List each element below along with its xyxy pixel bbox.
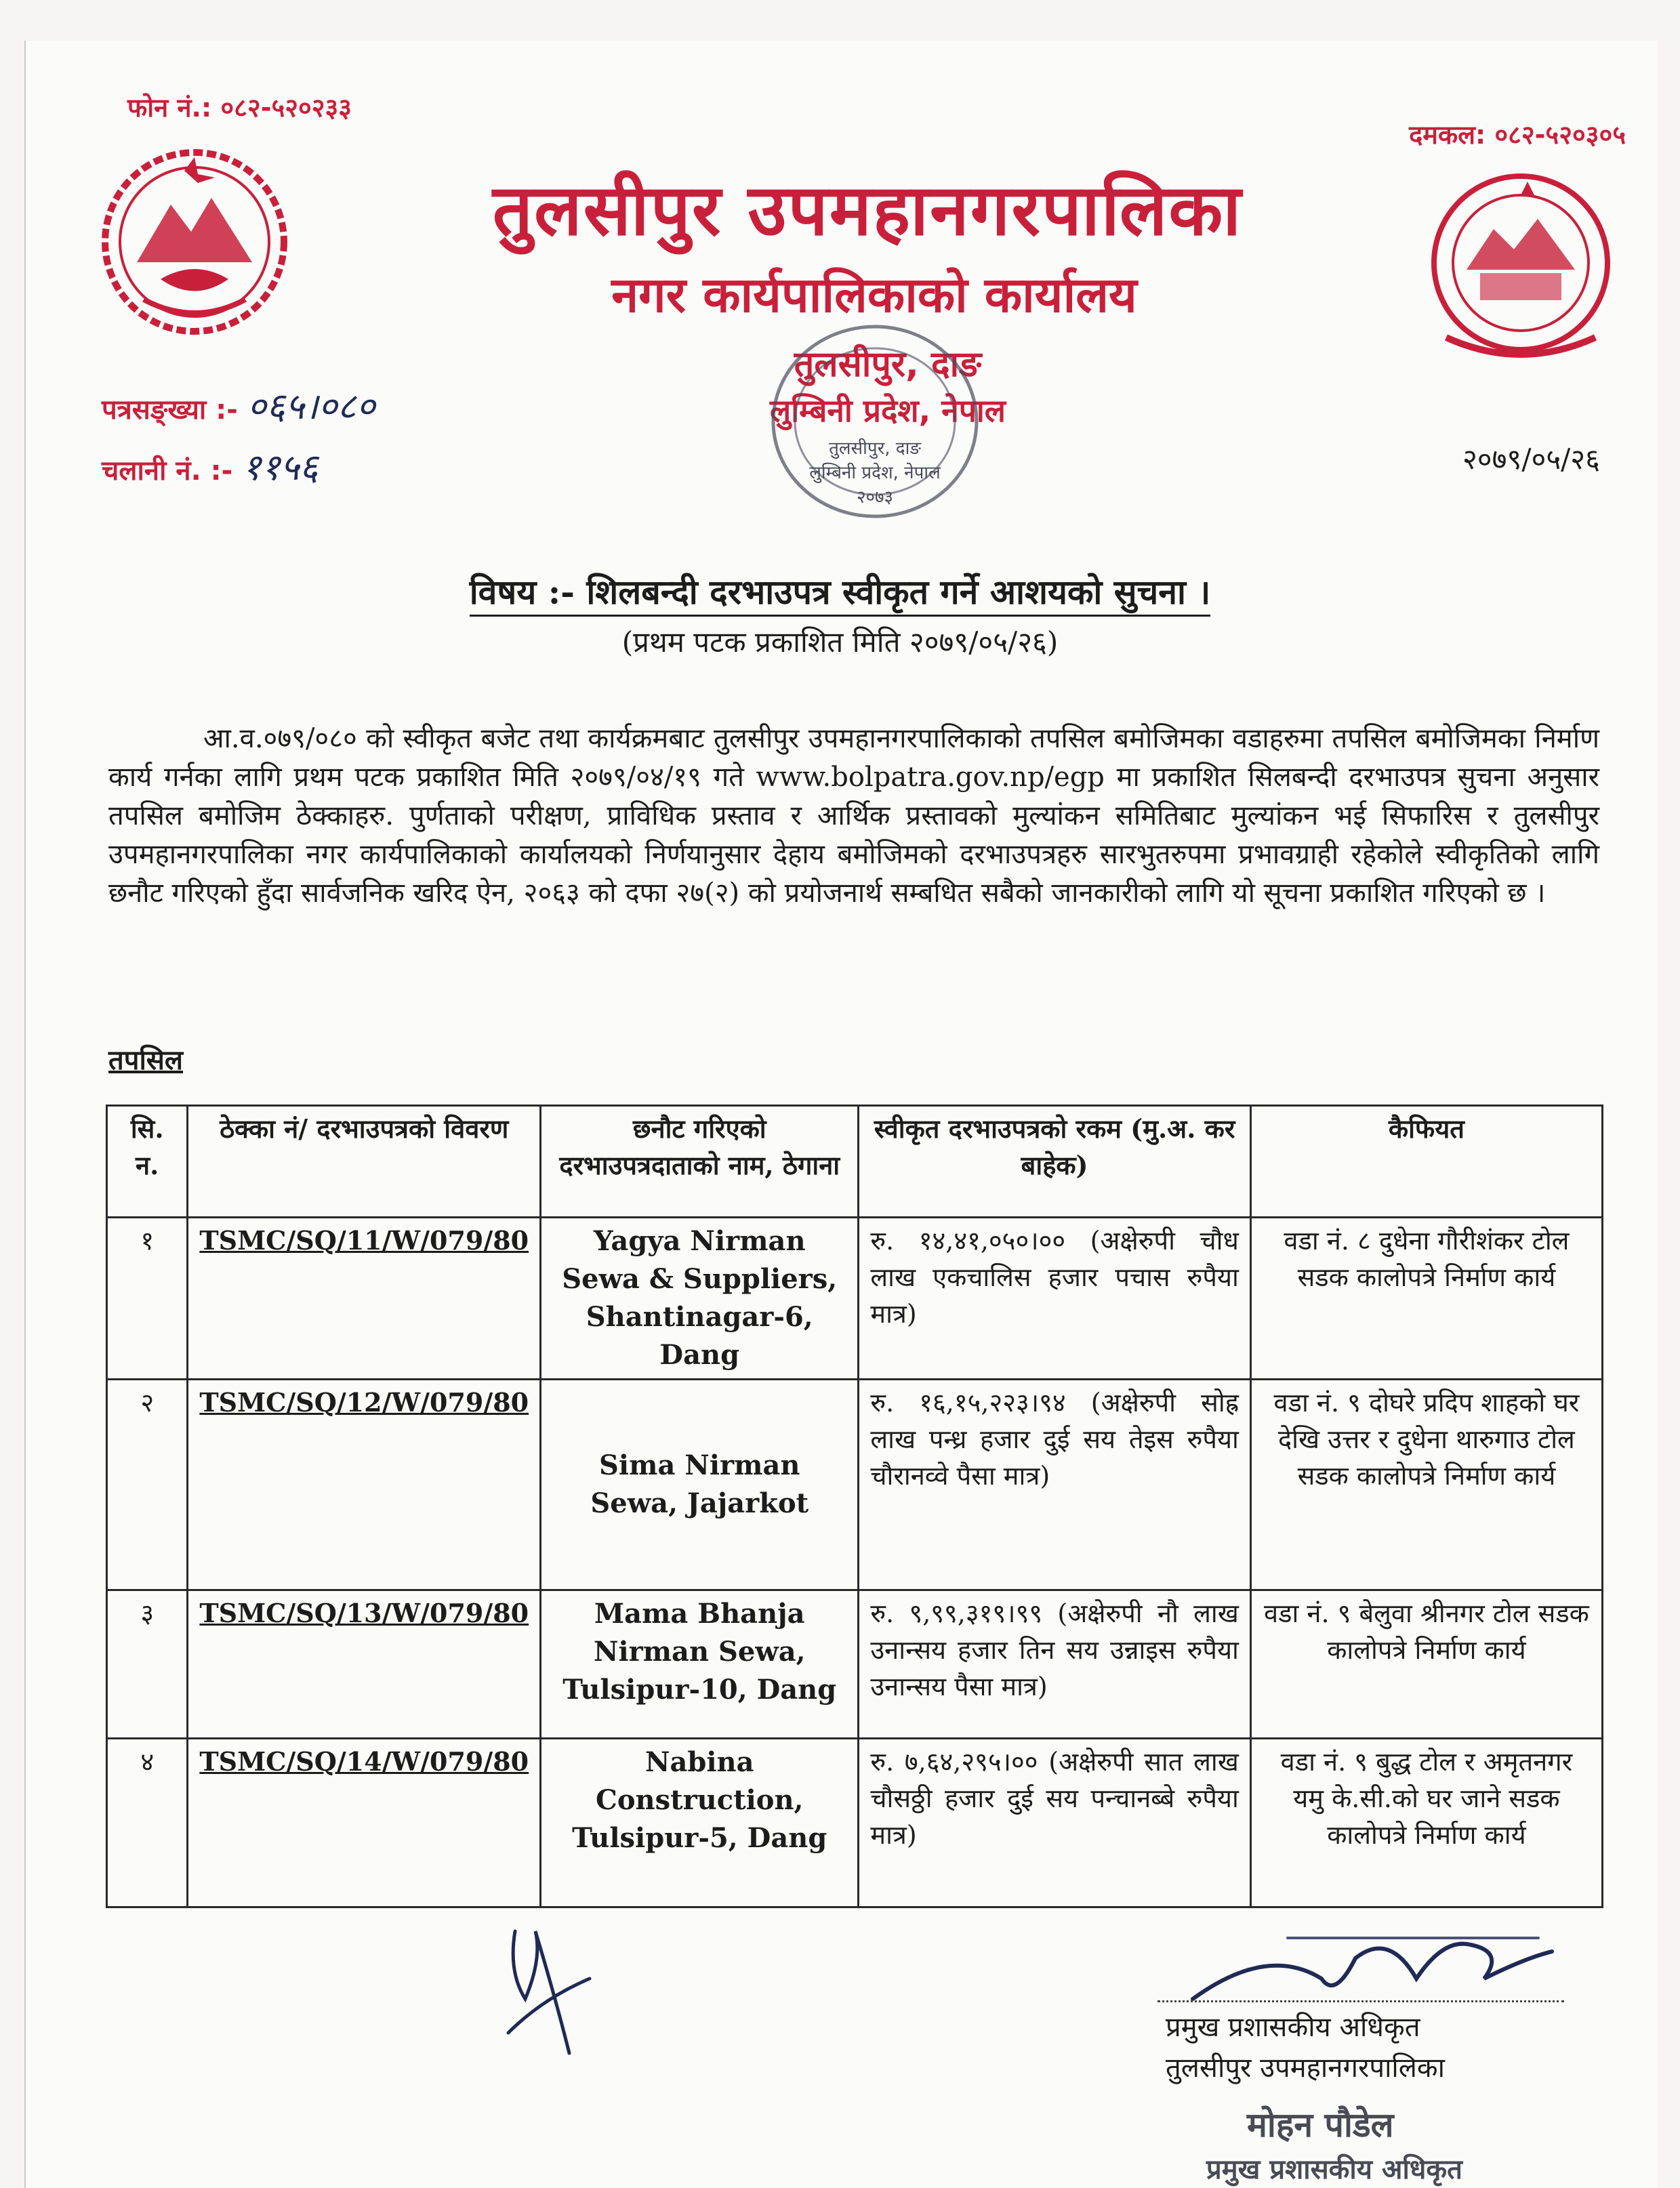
stamp-officer-title: प्रमुख प्रशासकीय अधिकृत <box>1206 2154 1462 2185</box>
row-amount: रु. ९,९९,३१९।९९ (अक्षेरुपी नौ लाख उनान्सय हजार तिन सय उन्नाइस रुपैया उनान्सय पैसा मात्र) <box>859 1590 1250 1739</box>
office-location: तुलसीपुर, दाङ <box>794 344 982 385</box>
schedule-table <box>106 1105 1603 1908</box>
subject-line <box>0 568 1680 614</box>
header-remarks: कैफियत <box>1250 1106 1602 1218</box>
subject-title: विषय :- शिलबन्दी दरभाउपत्र स्वीकृत गर्ने आशयको सुचना । <box>470 572 1211 617</box>
subject-subtitle: (प्रथम पटक प्रकाशित मिति २०७९/०५/२६) <box>621 625 1059 659</box>
row-sn: ४ <box>107 1739 188 1907</box>
table-header-row <box>107 1106 1603 1218</box>
row-amount: रु. ७,६४,२९५।०० (अक्षेरुपी सात लाख चौसठ्ठी हजार दुई सय पन्चानब्बे रुपैया मात्र) <box>859 1739 1250 1907</box>
table-row <box>107 1380 1603 1590</box>
table-row <box>107 1218 1603 1380</box>
table-row <box>107 1590 1603 1739</box>
signatory-block <box>1166 2007 1445 2088</box>
row-bidder: Nabina Construction, Tulsipur-5, Dang <box>541 1739 859 1907</box>
dispatch-number <box>102 440 319 491</box>
body-paragraph: आ.व.०७९/०८० को स्वीकृत बजेट तथा कार्यक्रमबाट तुलसीपुर उपमहानगरपालिकाको तपसिल बमोजिमका वडाहरुमा तपसिल बमोजिमका निर्माण कार्य गर्नका लागि प्रथम पटक प्रकाशित मिति २०७९/०४/१९ गते www.bolpatra.gov.np/egp मा प्रकाशित सिलबन्दी दरभाउपत्र सुचना अनुसार तपसिल बमोजिम ठेक्काहरु. पुर्णताको परीक्षण, प्राविधिक प्रस्ताव र आर्थिक प्रस्तावको मुल्यांकन समितिबाट मुल्यांकन भई सिफारिस र तुलसीपुर उपमहानगरपालिका नगर कार्यपालिकाको कार्यालयको निर्णयानुसार देहाय बमोजिमको दरभाउपत्रहरु सारभुतरुपमा प्रभावग्राही रहेकोले स्वीकृतिको लागि छनौट गरिएको हुँदा सार्वजनिक खरिद ऐन, २०६३ को दफा २७(२) को प्रयोजनार्थ सम्बधित सबैको जानकारीको लागि यो सूचना प्रकाशित गरिएको छ । <box>108 723 1599 909</box>
header-bidder: छनौट गरिएको दरभाउपत्रदाताको नाम, ठेगाना <box>541 1106 859 1218</box>
signature-line <box>1157 2000 1564 2002</box>
row-bidder: Mama Bhanja Nirman Sewa, Tulsipur-10, Dang <box>541 1590 859 1739</box>
row-remarks: वडा नं. ९ बुद्ध टोल र अमृतनगर यमु के.सी.को घर जाने सडक कालोपत्रे निर्माण कार्य <box>1250 1739 1602 1907</box>
row-ref: TSMC/SQ/13/W/079/80 <box>188 1590 541 1739</box>
signatory-office: तुलसीपुर उपमहानगरपालिका <box>1166 2052 1445 2084</box>
notice-body <box>108 720 1599 913</box>
reference-value: ०६५।०८० <box>247 385 375 428</box>
signatory-designation: प्रमुख प्रशासकीय अधिकृत <box>1166 2012 1420 2043</box>
dispatch-value: ११५६ <box>242 446 319 489</box>
office-title: नगर कार्यपालिकाको कार्यालय <box>611 266 1137 323</box>
row-remarks: वडा नं. ९ दोघरे प्रदिप शाहको घर देखि उत्तर र दुधेना थारुगाउ टोल सडक कालोपत्रे निर्माण कार्य <box>1250 1380 1602 1590</box>
row-bidder: Yagya Nirman Sewa & Suppliers, Shantinagar-6, Dang <box>541 1218 859 1380</box>
row-sn: २ <box>107 1380 188 1590</box>
office-province: लुम्बिनी प्रदेश, नेपाल <box>770 392 1006 429</box>
stamp-officer-name: मोहन पौडेल <box>1247 2105 1394 2145</box>
row-ref: TSMC/SQ/11/W/079/80 <box>188 1218 541 1380</box>
schedule-label: तपसिल <box>108 1044 184 1076</box>
nepal-emblem-icon <box>96 144 293 340</box>
officer-name-stamp <box>1179 2094 1559 2188</box>
header-sn: सि. न. <box>107 1106 188 1218</box>
reference-label: पत्रसङ्ख्या :- <box>102 394 238 426</box>
stamp-line-3: २०७३ <box>856 487 894 508</box>
letter-date: २०७९/०५/२६ <box>1462 442 1600 476</box>
stamp-line-2: लुम्बिनी प्रदेश, नेपाल <box>809 463 941 483</box>
phone-number: फोन नं.: ०८२-५२०२३३ <box>127 93 352 123</box>
fire-number: दमकल: ०८२-५२०३०५ <box>1409 120 1626 150</box>
header-ref: ठेक्का नं/ दरभाउपत्रको विवरण <box>188 1106 541 1218</box>
row-ref: TSMC/SQ/12/W/079/80 <box>188 1380 541 1590</box>
row-ref: TSMC/SQ/14/W/079/80 <box>188 1739 541 1907</box>
initial-signature-icon <box>495 1918 596 2067</box>
dispatch-label: चलानी नं. :- <box>102 455 233 487</box>
row-remarks: वडा नं. ८ दुधेना गौरीशंकर टोल सडक कालोपत्रे निर्माण कार्य <box>1250 1218 1602 1380</box>
row-sn: ३ <box>107 1590 188 1739</box>
table-row <box>107 1739 1603 1907</box>
reference-number <box>102 379 375 430</box>
header-amount: स्वीकृत दरभाउपत्रको रकम (मु.अ. कर बाहेक) <box>859 1106 1250 1218</box>
row-sn: १ <box>107 1218 188 1380</box>
officer-signature-icon <box>1186 1918 1565 2019</box>
municipality-logo-icon <box>1419 168 1622 371</box>
row-amount: रु. १४,४१,०५०।०० (अक्षेरुपी चौध लाख एकचालिस हजार पचास रुपैया मात्र) <box>859 1218 1250 1380</box>
row-bidder: Sima Nirman Sewa, Jajarkot <box>541 1380 859 1590</box>
row-remarks: वडा नं. ९ बेलुवा श्रीनगर टोल सडक कालोपत्रे निर्माण कार्य <box>1250 1590 1602 1739</box>
row-amount: रु. १६,१५,२२३।९४ (अक्षेरुपी सोह्र लाख पन्ध्र हजार दुई सय तेइस रुपैया चौरानव्वे पैसा मात्र) <box>859 1380 1250 1590</box>
municipality-title: तुलसीपुर उपमहानगरपालिका <box>492 169 1243 251</box>
office-round-stamp <box>763 320 987 530</box>
stamp-line-1: तुलसीपुर, दाङ <box>829 438 921 459</box>
